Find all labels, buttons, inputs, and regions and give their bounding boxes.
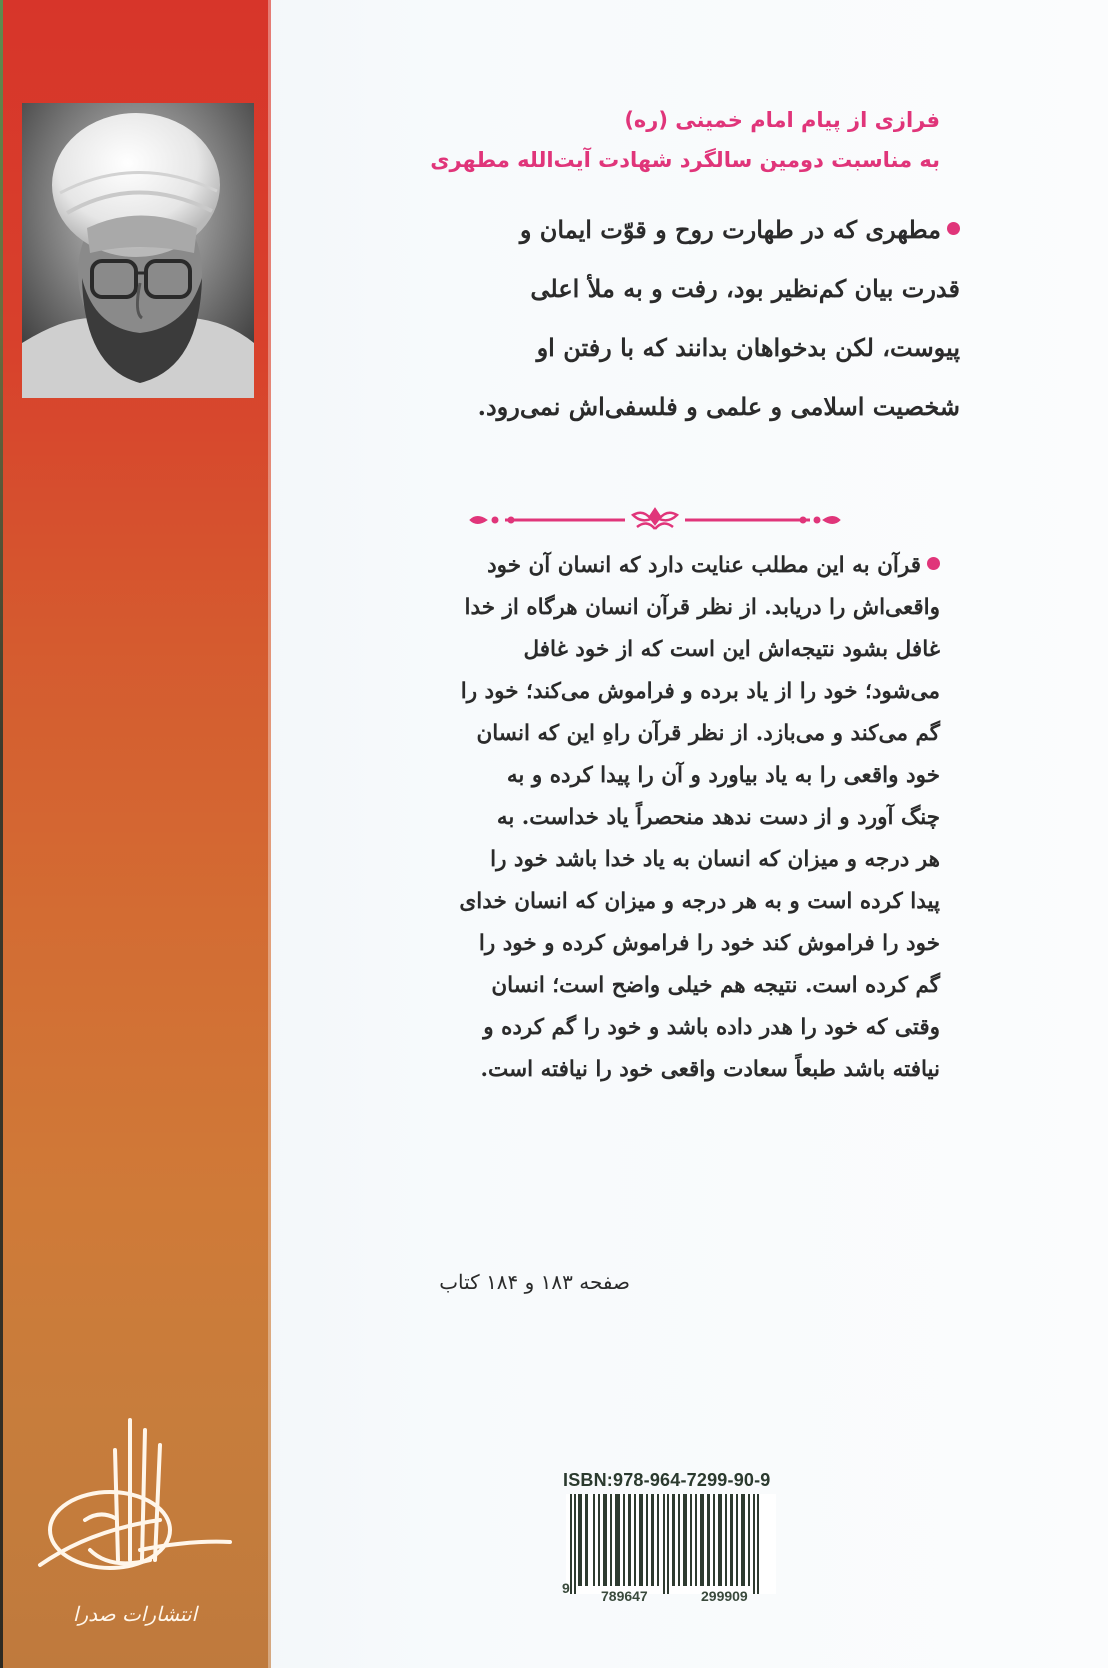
barcode-icon [566, 1494, 776, 1594]
bullet-dot-icon [927, 557, 940, 570]
barcode-digits-right: 299909 [701, 1588, 748, 1604]
strip-border [268, 0, 271, 1668]
excerpt-line-11: گم کرده است. نتیجه هم خیلی واضح است؛ انسان [491, 973, 940, 998]
isbn-barcode [566, 1494, 776, 1594]
portrait-photo-icon [22, 103, 254, 398]
excerpt-line-10: خود را فراموش کند خود را فراموش کرده و خود را [478, 931, 940, 956]
excerpt-line-6: خود واقعی را به یاد بیاورد و آن را پیدا کرده و به [506, 763, 940, 788]
heading-line-2: به مناسبت دومین سالگرد شهادت آیت‌الله مطهری [430, 148, 940, 172]
calligraphy-logo-icon [30, 1410, 240, 1600]
floral-divider [465, 505, 845, 535]
excerpt-line-9: پیدا کرده است و به هر درجه و میزان که انسان خدای [459, 889, 940, 914]
excerpt-line-2: واقعی‌اش را دریابد. از نظر قرآن انسان هرگاه از خدا [464, 595, 940, 620]
barcode-digit-first: 9 [562, 1580, 570, 1596]
author-portrait [22, 103, 254, 398]
quote-line-3: پیوست، لکن بدخواهان بدانند که با رفتن او [536, 333, 960, 362]
floral-ornament-divider-icon [465, 505, 845, 535]
quote-line-4: شخصیت اسلامی و علمی و فلسفی‌اش نمی‌رود. [477, 392, 960, 421]
excerpt-line-12: وقتی که خود را هدر داده باشد و خود را گم کرده و [483, 1015, 940, 1040]
spine-edge [0, 0, 3, 1668]
khomeini-quote [360, 200, 960, 436]
isbn-label: ISBN:978-964-7299-90-9 [563, 1470, 771, 1490]
barcode-digits-left: 789647 [601, 1588, 648, 1604]
excerpt-line-5: گم می‌کند و می‌بازد. از نظر قرآن راهِ این که انسان [476, 721, 940, 746]
excerpt-line-1: قرآن به این مطلب عنایت دارد که انسان آن خود [487, 553, 921, 578]
excerpt-line-13: نیافته باشد طبعاً سعادت واقعی خود را نیافته است. [480, 1057, 940, 1082]
excerpt-line-8: هر درجه و میزان که انسان به یاد خدا باشد خود را [490, 847, 940, 872]
page-reference: صفحه ۱۸۳ و ۱۸۴ کتاب [439, 1270, 630, 1294]
publisher-calligraphy-logo [30, 1410, 240, 1600]
book-excerpt [360, 545, 940, 1091]
excerpt-line-7: چنگ آورد و از دست ندهد منحصراً یاد خداست. به [496, 805, 940, 830]
quote-line-1: مطهری که در طهارت روح و قوّت ایمان و [519, 215, 941, 244]
publisher-name: انتشارات صدرا [72, 1602, 198, 1626]
excerpt-line-3: غافل بشود نتیجه‌اش این است که از خود غافل [523, 637, 940, 662]
bullet-dot-icon [947, 222, 960, 235]
heading-line-1: فرازی از پیام امام خمینی (ره) [624, 108, 940, 132]
excerpt-line-4: می‌شود؛ خود را از یاد برده و فراموش می‌کند؛ خود را [460, 679, 940, 704]
quote-line-2: قدرت بیان کم‌نظیر بود، رفت و به ملأ اعلی [530, 274, 960, 303]
cover-heading [350, 100, 940, 180]
